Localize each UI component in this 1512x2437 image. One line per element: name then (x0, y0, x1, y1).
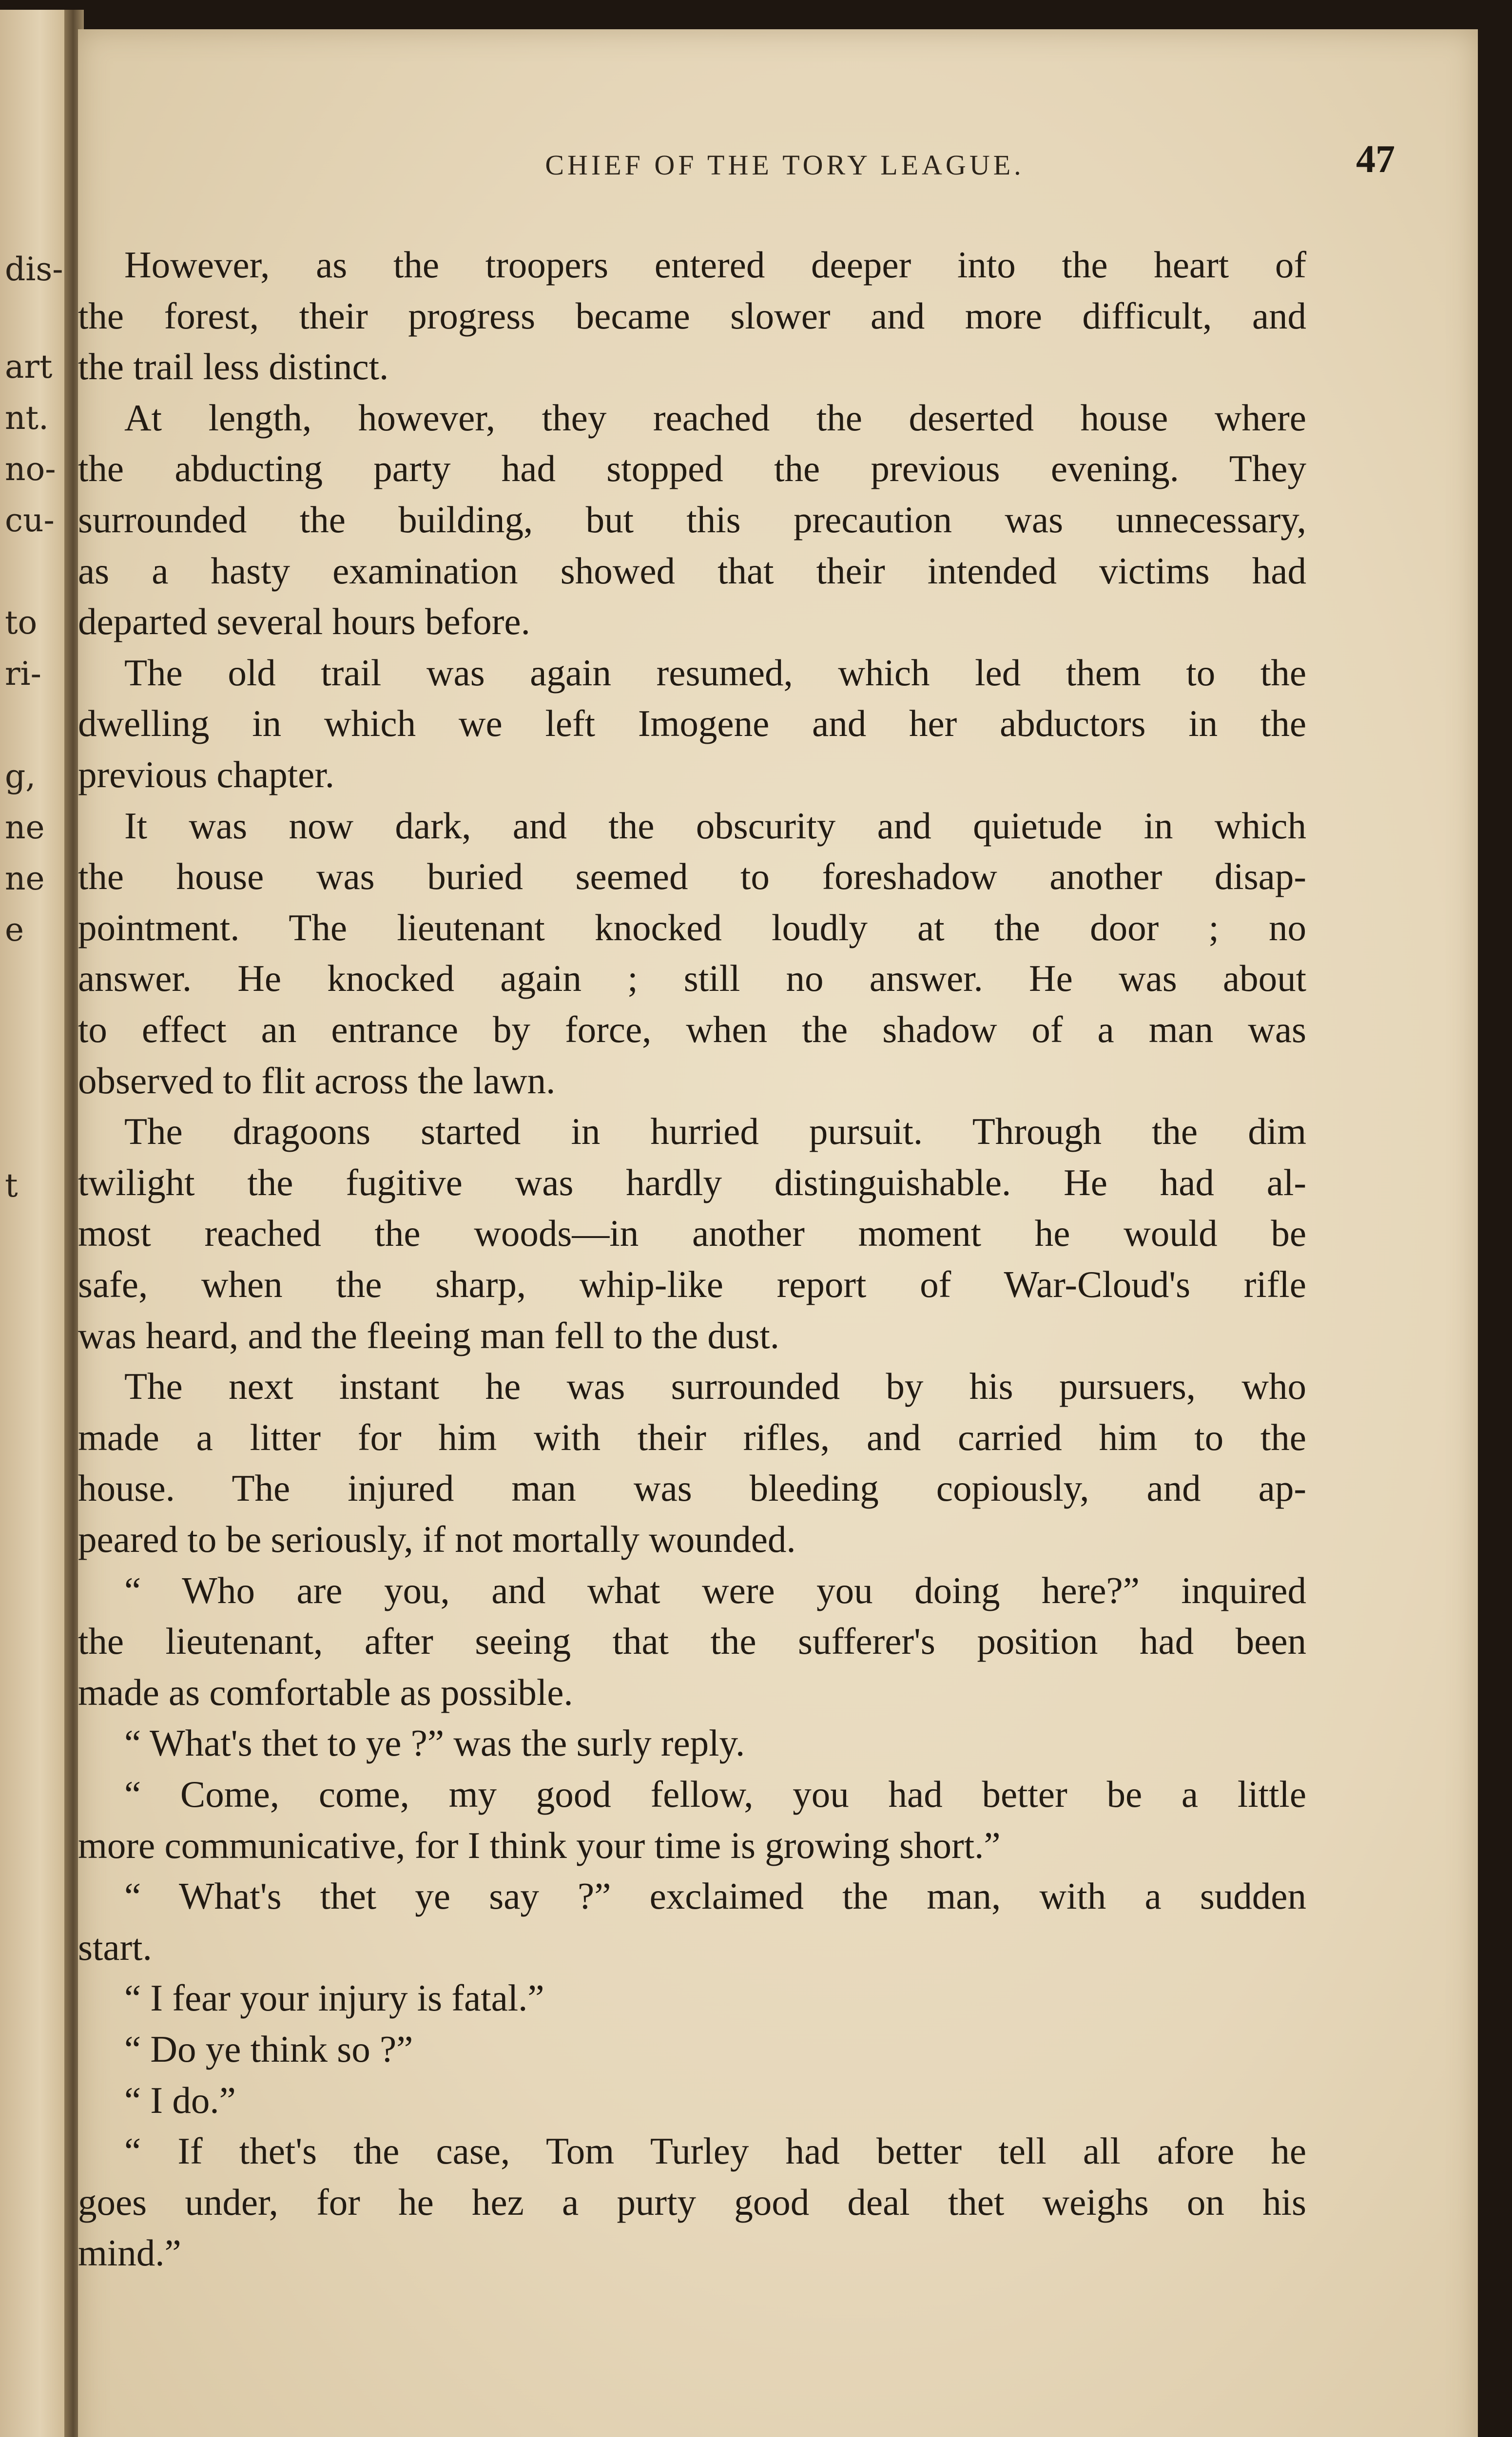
text-line: the abducting party had stopped the previous evening. They (78, 447, 1306, 490)
text-line: “ What's thet ye say ?” exclaimed the man, with a sudden (124, 1875, 1306, 1917)
book-page (78, 29, 1478, 2437)
text-line: peared to be seriously, if not mortally wounded. (78, 1518, 796, 1560)
text-line: twilight the fugitive was hardly distinguishable. He had al- (78, 1161, 1306, 1203)
text-line: “ I do.” (124, 2079, 236, 2121)
text-line: “ I fear your injury is fatal.” (124, 1977, 544, 2019)
facing-page-fragment: ne (5, 809, 45, 846)
text-line: house. The injured man was bleeding copiously, and ap- (78, 1467, 1306, 1509)
text-line: However, as the troopers entered deeper into the heart of (124, 244, 1306, 286)
facing-page-fragment: cu- (5, 502, 55, 539)
text-line: “ Come, come, my good fellow, you had better be a little (124, 1773, 1306, 1815)
text-line: “ If thet's the case, Tom Turley had better tell all afore he (124, 2130, 1306, 2172)
text-line: most reached the woods—in another moment he would be (78, 1212, 1306, 1255)
facing-page-fragment: ri- (5, 655, 41, 693)
facing-page-fragment: no- (5, 450, 56, 488)
text-line: was heard, and the fleeing man fell to the dust. (78, 1314, 780, 1356)
text-line: more communicative, for I think your time is growing short.” (78, 1824, 1001, 1866)
text-line: surrounded the building, but this precaution was unnecessary, (78, 499, 1306, 541)
text-line: pointment. The lieutenant knocked loudly at the door ; no (78, 906, 1306, 948)
running-head: CHIEF OF THE TORY LEAGUE. (545, 149, 1025, 181)
text-line: goes under, for he hez a purty good deal thet weighs on his (78, 2181, 1306, 2223)
facing-page-fragment: art (5, 348, 53, 386)
facing-page-fragment: nt. (5, 399, 49, 437)
text-line: previous chapter. (78, 754, 334, 795)
text-line: At length, however, they reached the deserted house where (124, 396, 1306, 439)
text-line: the forest, their progress became slower and more difficult, and (78, 294, 1306, 337)
facing-page-fragment: g, (5, 757, 36, 795)
page-number: 47 (1356, 138, 1395, 181)
text-line: the house was buried seemed to foreshadow another disap- (78, 855, 1306, 898)
facing-page-fragment: ne (5, 860, 45, 897)
text-line: departed several hours before. (78, 600, 530, 643)
page-body (78, 29, 1478, 2437)
text-line: “ What's thet to ye ?” was the surly reply. (124, 1722, 745, 1764)
facing-page-fragment: to (5, 604, 38, 641)
facing-page-edge (0, 10, 73, 2437)
text-line: “ Do ye think so ?” (124, 2028, 413, 2070)
facing-page-fragment: dis- (5, 251, 63, 288)
text-line: the trail less distinct. (78, 346, 389, 388)
text-line: The old trail was again resumed, which led them to the (124, 651, 1306, 694)
text-line: The dragoons started in hurried pursuit. Through the dim (124, 1110, 1306, 1153)
text-line: to effect an entrance by force, when the shadow of a man was (78, 1008, 1306, 1050)
facing-page-fragment: t (5, 1167, 18, 1204)
facing-page-fragment: e (5, 911, 24, 948)
text-line: made as comfortable as possible. (78, 1671, 573, 1713)
text-line: It was now dark, and the obscurity and quietude in which (124, 804, 1306, 847)
text-line: The next instant he was surrounded by his pursuers, who (124, 1365, 1306, 1408)
text-line: observed to flit across the lawn. (78, 1059, 556, 1102)
text-line: safe, when the sharp, whip-like report of War-Cloud's rifle (78, 1263, 1306, 1305)
text-line: dwelling in which we left Imogene and her abductors in the (78, 702, 1306, 745)
text-line: answer. He knocked again ; still no answer. He was about (78, 957, 1306, 1000)
text-line: the lieutenant, after seeing that the sufferer's position had been (78, 1620, 1306, 1663)
text-line: as a hasty examination showed that their intended victims had (78, 549, 1306, 592)
text-line: made a litter for him with their rifles, and carried him to the (78, 1416, 1306, 1458)
text-line: mind.” (78, 2232, 181, 2274)
text-line: “ Who are you, and what were you doing here?” inquired (124, 1569, 1306, 1611)
text-line: start. (78, 1926, 152, 1968)
